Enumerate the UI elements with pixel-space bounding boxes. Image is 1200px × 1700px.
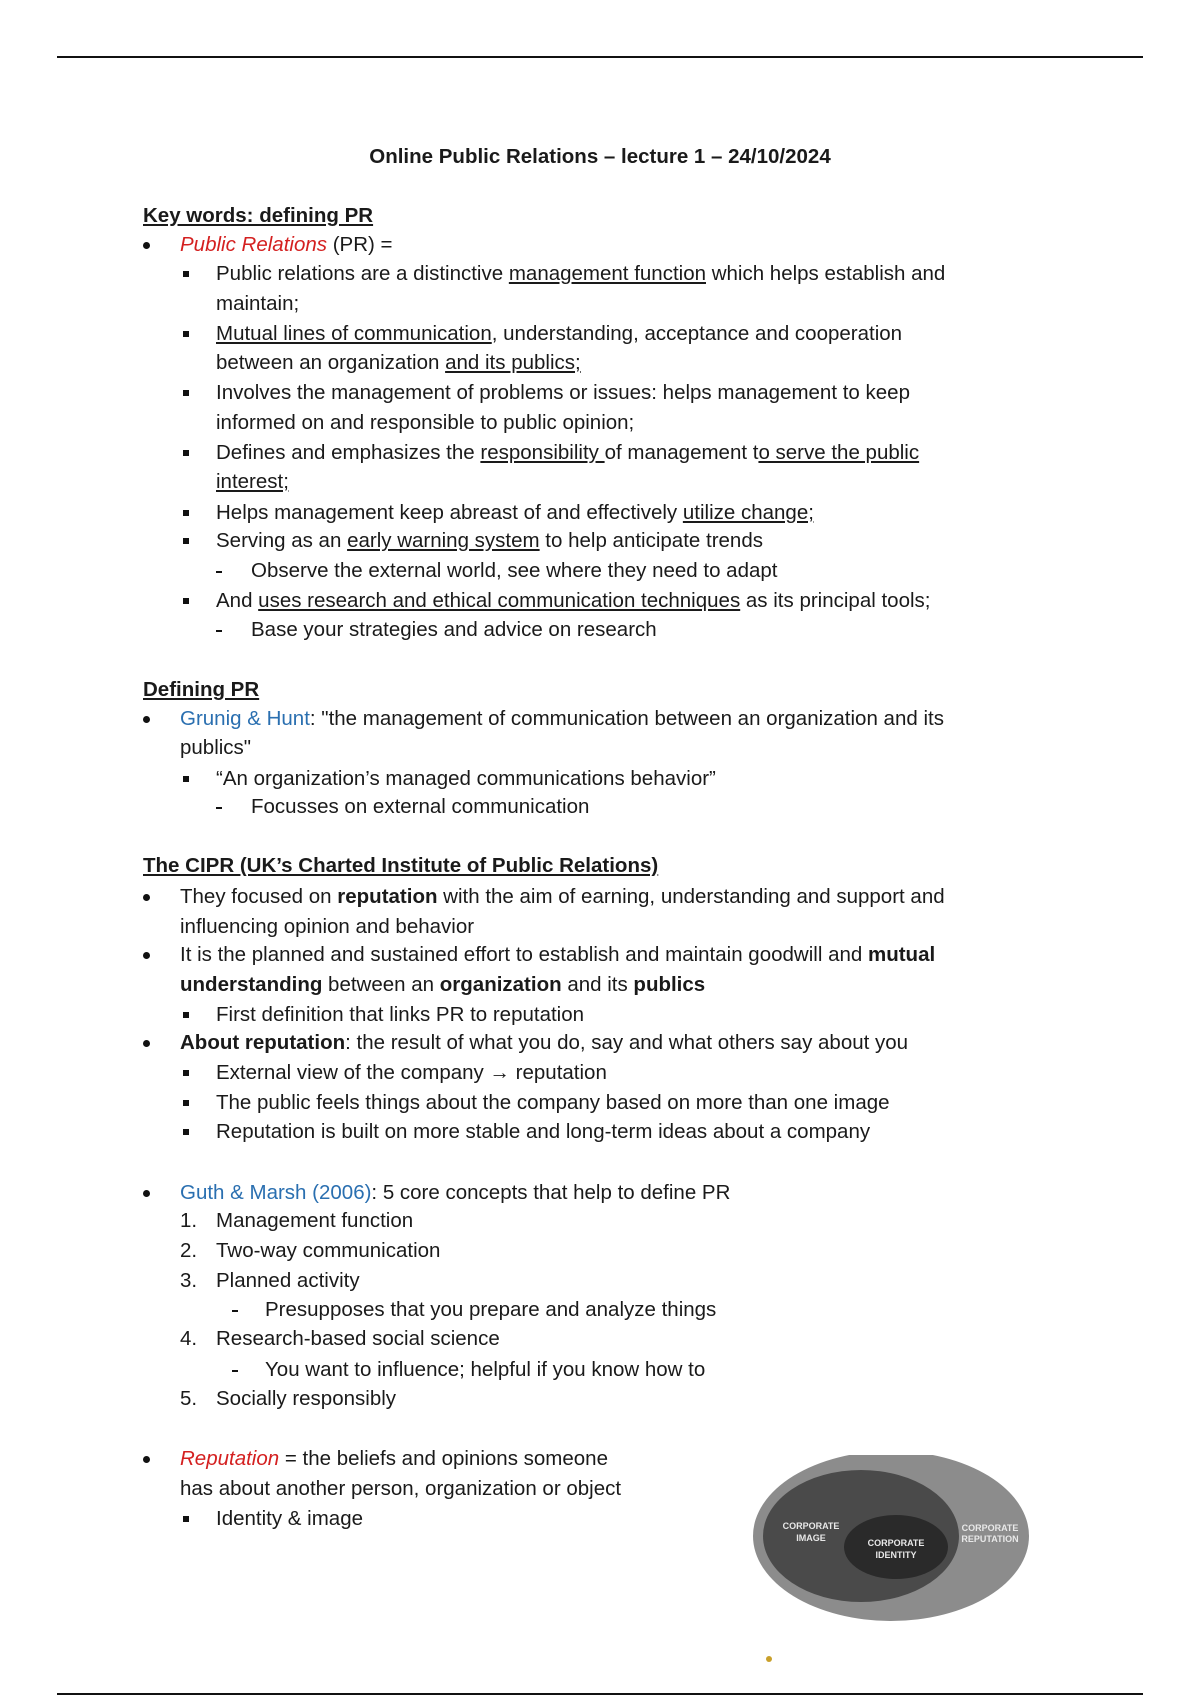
bold-text: publics [633, 973, 706, 996]
text: and its [561, 973, 634, 996]
item-text: Planned activity [216, 1269, 360, 1292]
bold-text: reputation [337, 885, 438, 908]
text: They focused on [180, 885, 338, 908]
text: First definition that links PR to reputation [216, 1003, 585, 1026]
author-name: Grunig & Hunt [180, 707, 310, 730]
text: with the aim of earning, understanding and support and [437, 885, 945, 908]
numbered-item [180, 1268, 360, 1294]
text: “An organization’s managed communications behavior” [216, 767, 716, 790]
text: The public feels things about the company based on more than one image [216, 1091, 890, 1114]
list-item-continuation: maintain; [216, 292, 300, 315]
section-heading-defining-pr: Defining PR [143, 678, 260, 701]
middle-label-line1: CORPORATE [782, 1521, 840, 1531]
bold-text: organization [439, 973, 562, 996]
bold-text: mutual [867, 943, 936, 966]
item-text: Management function [216, 1209, 414, 1232]
bottom-rule [57, 1693, 1143, 1695]
bold-text: About reputation [180, 1031, 346, 1054]
text: of management t [604, 441, 759, 464]
item-text: Research-based social science [216, 1327, 500, 1350]
underlined-text: utilize change; [682, 501, 814, 524]
text: Involves the management of problems or issues: helps management to keep [216, 381, 910, 404]
term-reputation: Reputation [180, 1447, 280, 1470]
item-number: 1. [180, 1209, 198, 1232]
item-text: Socially responsibly [216, 1387, 397, 1410]
corporate-reputation-diagram [700, 1455, 1120, 1670]
text: It is the planned and sustained effort to establish and maintain goodwill and [180, 943, 868, 966]
diagram-svg [700, 1455, 1120, 1670]
section-heading-cipr: The CIPR (UK’s Charted Institute of Public Relations) [143, 854, 659, 877]
list-item-continuation: has about another person, organization or object [180, 1477, 622, 1500]
outer-label-line2: REPUTATION [961, 1534, 1019, 1544]
text: : "the management of communication between an organization and its [309, 707, 944, 730]
item-number: 2. [180, 1239, 198, 1262]
text: = the beliefs and opinions someone [279, 1447, 608, 1470]
item-text: Two-way communication [216, 1239, 441, 1262]
underlined-text: and its publics; [445, 351, 581, 374]
text: External view of the company → reputation [216, 1061, 607, 1084]
underlined-text: responsibility [480, 441, 605, 464]
text: : the result of what you do, say and what others say about you [345, 1031, 909, 1054]
underlined-text: o serve the public [758, 441, 920, 464]
list-item-continuation [216, 469, 289, 495]
underlined-text: management function [508, 262, 706, 285]
text: Base your strategies and advice on research [251, 618, 657, 641]
text: Reputation is built on more stable and long-term ideas about a company [216, 1120, 871, 1143]
text: Serving as an [216, 529, 348, 552]
text: Identity & image [216, 1507, 363, 1530]
text: : 5 core concepts that help to define PR [371, 1181, 731, 1204]
item-number: 3. [180, 1269, 198, 1292]
author-name: Guth & Marsh (2006) [180, 1181, 372, 1204]
inner-label-line2: IDENTITY [875, 1550, 917, 1560]
text: You want to influence; helpful if you know how to [265, 1358, 706, 1381]
underlined-text: early warning system [347, 529, 540, 552]
list-item-continuation: influencing opinion and behavior [180, 915, 475, 938]
text: Presupposes that you prepare and analyze things [265, 1298, 717, 1321]
page-indicator-dot-icon [766, 1656, 772, 1662]
numbered-item [180, 1326, 500, 1352]
term-public-relations: Public Relations [180, 233, 327, 256]
bold-text: understanding [180, 973, 323, 996]
middle-label-line2: IMAGE [796, 1533, 826, 1543]
list-item-continuation [180, 972, 705, 998]
list-item-continuation [216, 350, 581, 376]
outer-label-line1: CORPORATE [961, 1523, 1019, 1533]
underlined-text: interest; [216, 470, 289, 493]
list-item-continuation: informed on and responsible to public opinion; [216, 411, 635, 434]
text: Helps management keep abreast of and effectively [216, 501, 683, 524]
numbered-item [180, 1208, 414, 1234]
numbered-item [180, 1386, 397, 1412]
text: Focusses on external communication [251, 795, 590, 818]
text: And [216, 589, 259, 612]
text: Defines and emphasizes the [216, 441, 481, 464]
text: as its principal tools; [740, 589, 931, 612]
text: Public relations are a distinctive [216, 262, 509, 285]
text: to help anticipate trends [539, 529, 763, 552]
text: between an organization [216, 351, 446, 374]
numbered-item [180, 1238, 441, 1264]
text: Observe the external world, see where they need to adapt [251, 559, 778, 582]
term-suffix: (PR) = [327, 233, 393, 256]
text: between an [322, 973, 440, 996]
inner-label-line1: CORPORATE [867, 1538, 925, 1548]
underlined-text: uses research and ethical communication techniques [258, 589, 741, 612]
list-item-continuation: publics" [180, 736, 252, 759]
text: which helps establish and [706, 262, 946, 285]
item-number: 4. [180, 1327, 198, 1350]
section-heading-key-words: Key words: defining PR [143, 204, 374, 227]
top-rule [57, 56, 1143, 58]
page-title: Online Public Relations – lecture 1 – 24/10/2024 [369, 145, 831, 168]
text: , understanding, acceptance and cooperation [491, 322, 903, 345]
underlined-text: Mutual lines of communication [216, 322, 492, 345]
item-number: 5. [180, 1387, 198, 1410]
